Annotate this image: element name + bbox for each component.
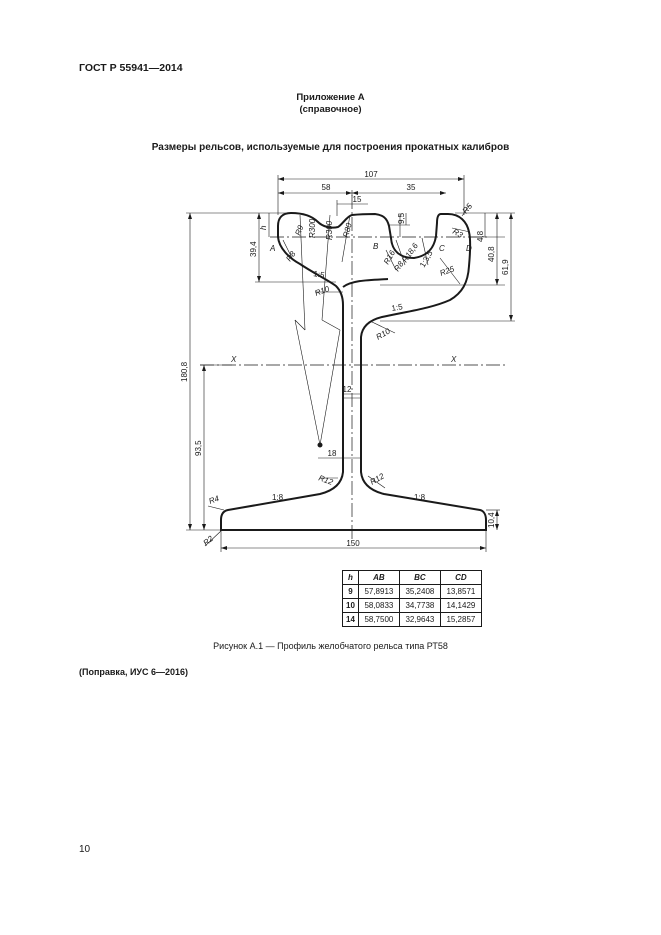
dim-35: 35 [406,183,416,192]
dim-4-8: 4,8 [476,230,485,242]
appendix-title: Приложение А [296,92,365,103]
radius-r16: R16 [381,248,398,266]
dim-180-8: 180,8 [180,361,189,382]
slope-1-5-a: 1:5 [312,269,326,280]
table-cell: 32,9643 [399,613,440,627]
slope-1-5-b: 1:5 [390,302,404,313]
radius-r8-mid: R8 [392,259,406,274]
point-b: B [373,242,379,251]
radius-r4: R4 [207,493,221,506]
slope-1-8-a: 1:8 [272,493,284,502]
table-cell: 58,0833 [358,599,399,613]
dim-15: 15 [352,195,362,204]
radius-r9: R9 [293,223,306,237]
radius-r12-left: R12 [317,473,335,487]
slope-1-8-b: 1:8 [414,493,426,502]
radius-r8: R8 [284,249,298,264]
table-header-row [343,571,482,585]
table-cell: 14 [343,613,359,627]
h-values-table [342,570,482,627]
page-number: 10 [79,844,91,855]
table-cell: 57,8913 [358,585,399,599]
table-cell: 13,8571 [440,585,481,599]
axis-x-right: X [451,355,457,364]
table-cell: 10 [343,599,359,613]
point-a: A [270,244,276,253]
point-c: C [439,244,445,253]
table-cell: 9 [343,585,359,599]
table-cell: 35,2408 [399,585,440,599]
table-row [343,613,482,627]
amendment-note: (Поправка, ИУС 6—2016) [79,667,189,677]
axis-x-left: X [231,355,237,364]
table-row [343,599,482,613]
table-header-cell: BC [399,571,440,585]
dim-12: 12 [342,385,352,394]
table-cell: 34,7738 [399,599,440,613]
figure-caption: Рисунок А.1 — Профиль желобчатого рельса типа РТ58 [213,641,448,651]
radius-r10-top: R10 [313,284,331,298]
radius-r3: R3 [451,226,465,240]
dim-150: 150 [346,539,360,548]
table-header-cell: h [343,571,359,585]
table-header-cell: AB [358,571,399,585]
point-d: D [466,244,472,253]
radius-r5: R5 [460,201,475,216]
table-cell: 15,2857 [440,613,481,627]
radius-r300b: R300 [325,220,334,240]
dim-18: 18 [327,449,337,458]
radius-r2: R2 [201,534,216,548]
radius-r80: R80 [341,222,354,239]
rail-outline [221,213,486,530]
table-cell: 14,1429 [440,599,481,613]
radius-r10-lower: R10 [374,326,392,342]
dim-93-5: 93,5 [194,440,203,456]
dim-h: h [259,225,268,230]
dim-61-9: 61,9 [501,259,510,275]
dim-40-8: 40,8 [487,246,496,262]
section-title: Размеры рельсов, используемые для построения прокатных калибров [151,142,510,153]
radius-r18-6: R18,6 [400,241,420,265]
dim-58: 58 [321,183,331,192]
slope-1-3-5: 1:3,5 [417,249,435,269]
dim-39-4: 39,4 [249,241,258,257]
radius-r25: R25 [438,264,456,278]
dim-10-4: 10,4 [487,512,496,528]
radius-r12-right: R12 [368,471,386,487]
radius-r300: R300 [308,218,317,238]
dim-107: 107 [364,170,378,179]
table-cell: 58,7500 [358,613,399,627]
table-row [343,585,482,599]
standard-header: ГОСТ Р 55941—2014 [79,62,183,74]
appendix-subtitle: (справочное) [299,104,362,115]
dim-9-5: 9,5 [397,212,406,224]
table-header-cell: CD [440,571,481,585]
